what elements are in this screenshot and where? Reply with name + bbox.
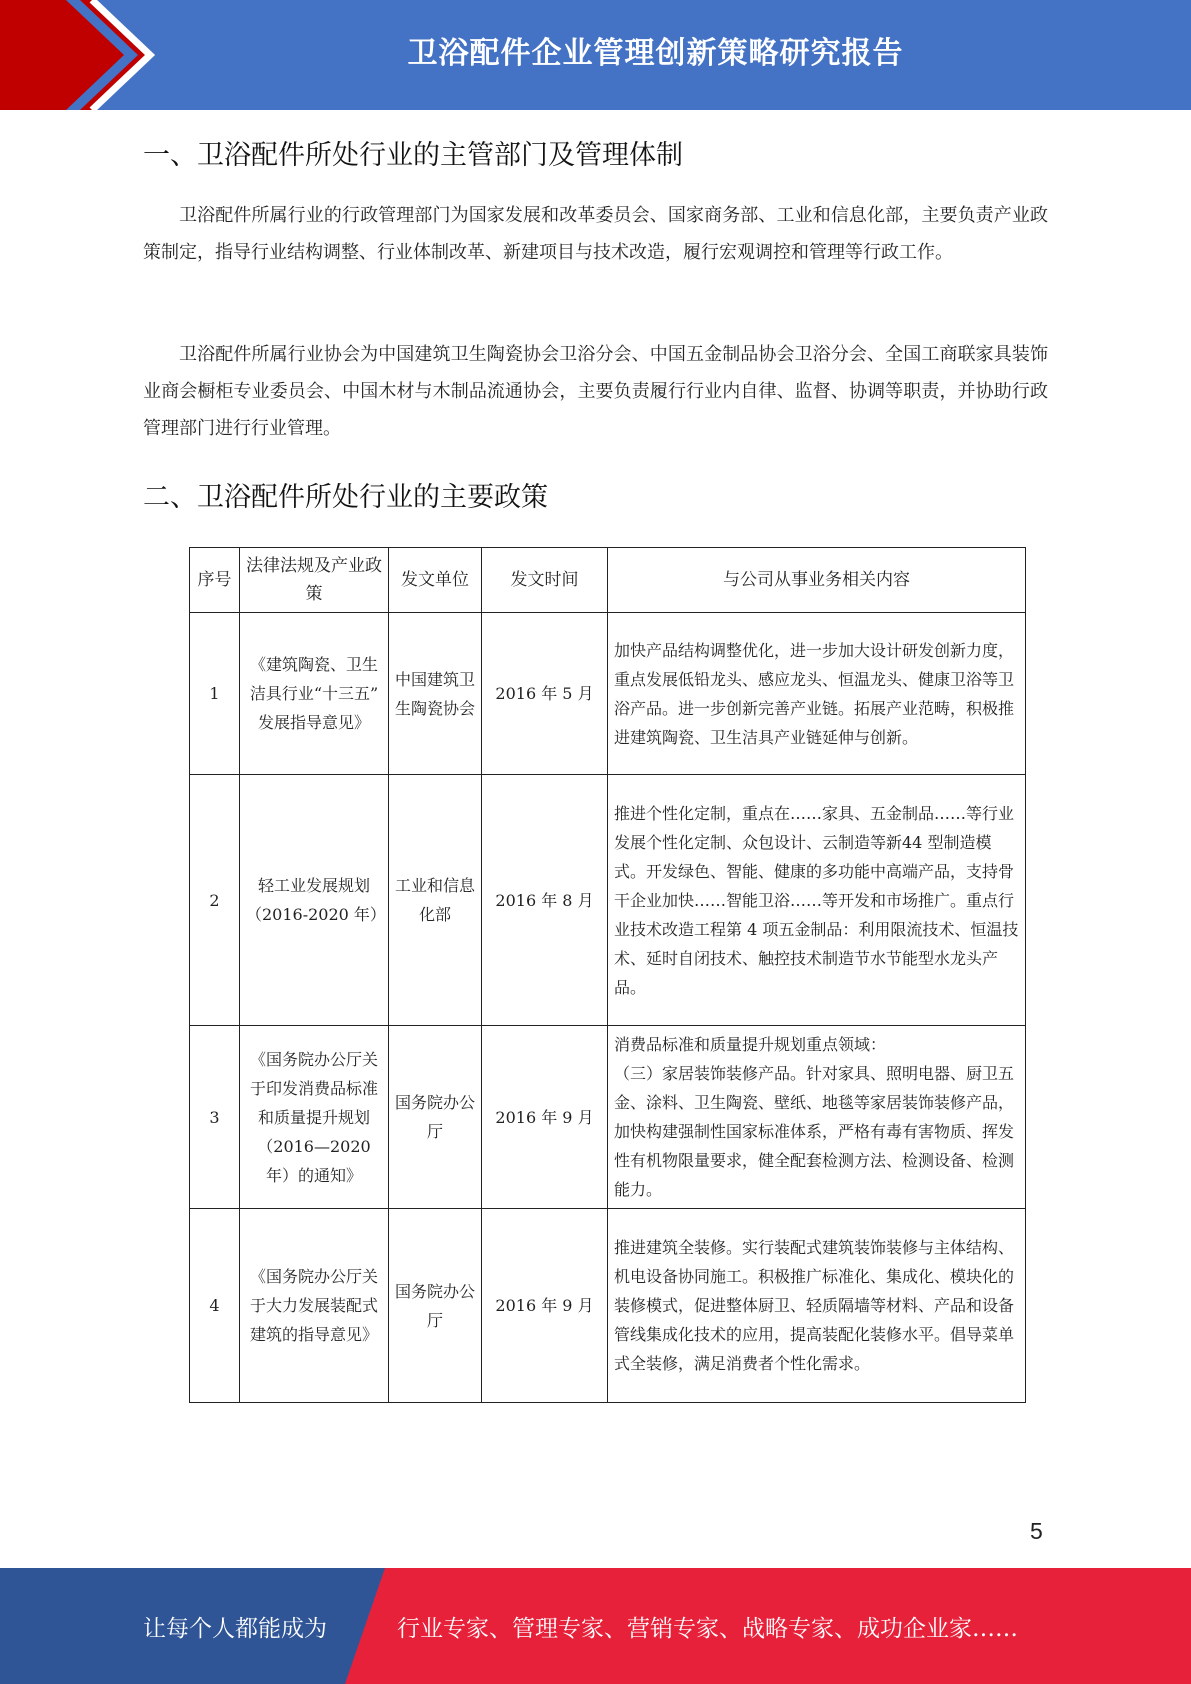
issuer: 国务院办公厅 xyxy=(389,1209,482,1403)
row-number: 1 xyxy=(190,613,240,775)
policy-name: 《国务院办公厅关于印发消费品标准和质量提升规划 （2016—2020 年）的通知》 xyxy=(240,1026,389,1209)
issue-date: 2016 年 5 月 xyxy=(482,613,608,775)
paragraph-2: 卫浴配件所属行业协会为中国建筑卫生陶瓷协会卫浴分会、中国五金制品协会卫浴分会、全国工商联家具装饰业商会橱柜专业委员会、中国木材与木制品流通协会，主要负责履行行业内自律、监督、协调等职责，并协助行政管理部门进行行业管理。 xyxy=(143,344,1048,439)
issue-date: 2016 年 9 月 xyxy=(482,1026,608,1209)
page-number: 5 xyxy=(1030,1518,1043,1544)
column-header-content: 与公司从事业务相关内容 xyxy=(608,548,1026,613)
column-header-policy: 法律法规及产业政策 xyxy=(240,548,389,613)
row-number: 4 xyxy=(190,1209,240,1403)
related-content xyxy=(608,1026,1026,1209)
footer-slogan-right: 行业专家、管理专家、营销专家、战略专家、成功企业家…… xyxy=(397,1616,1018,1642)
row-number: 3 xyxy=(190,1026,240,1209)
footer-slogan-left: 让每个人都能成为 xyxy=(143,1616,327,1642)
related-content-title: 消费品标准和质量提升规划重点领域： xyxy=(614,1035,887,1054)
page-header xyxy=(0,0,1191,110)
table-row xyxy=(190,775,1026,1026)
table-header-row xyxy=(190,548,1026,613)
issuer: 工业和信息化部 xyxy=(389,775,482,1026)
table-row xyxy=(190,1026,1026,1209)
policy-name: 轻工业发展规划（2016-2020 年） xyxy=(240,775,389,1026)
related-content: 加快产品结构调整优化，进一步加大设计研发创新力度，重点发展低铅龙头、感应龙头、恒温龙头、健康卫浴等卫浴产品。进一步创新完善产业链。拓展产业范畴，积极推进建筑陶瓷、卫生洁具产业链延伸与创新。 xyxy=(608,613,1026,775)
section-heading-1: 一、卫浴配件所处行业的主管部门及管理体制 xyxy=(143,140,683,171)
policy-name: 《国务院办公厅关于大力发展装配式建筑的指导意见》 xyxy=(240,1209,389,1403)
row-number: 2 xyxy=(190,775,240,1026)
section-heading-2: 二、卫浴配件所处行业的主要政策 xyxy=(143,482,548,513)
column-header-issuer: 发文单位 xyxy=(389,548,482,613)
issue-date: 2016 年 9 月 xyxy=(482,1209,608,1403)
policy-name: 《建筑陶瓷、卫生洁具行业“十三五” 发展指导意见》 xyxy=(240,613,389,775)
paragraph-1: 卫浴配件所属行业的行政管理部门为国家发展和改革委员会、国家商务部、工业和信息化部，主要负责产业政策制定，指导行业结构调整、行业体制改革、新建项目与技术改造，履行宏观调控和管理等行政工作。 xyxy=(143,205,1048,263)
column-header-date: 发文时间 xyxy=(482,548,608,613)
table-row xyxy=(190,613,1026,775)
issuer: 国务院办公厅 xyxy=(389,1026,482,1209)
related-content-body: （三）家居装饰装修产品。针对家具、照明电器、厨卫五金、涂料、卫生陶瓷、壁纸、地毯等家居装饰装修产品，加快构建强制性国家标准体系，严格有毒有害物质、挥发性有机物限量要求，健全配套检测方法、检测设备、检测能力。 xyxy=(614,1064,1015,1199)
table-row xyxy=(190,1209,1026,1403)
issuer: 中国建筑卫生陶瓷协会 xyxy=(389,613,482,775)
report-title: 卫浴配件企业管理创新策略研究报告 xyxy=(407,36,904,71)
related-content: 推进建筑全装修。实行装配式建筑装饰装修与主体结构、机电设备协同施工。积极推广标准化、集成化、模块化的装修模式，促进整体厨卫、轻质隔墙等材料、产品和设备管线集成化技术的应用，提高装配化装修水平。倡导菜单式全装修，满足消费者个性化需求。 xyxy=(608,1209,1026,1403)
page-footer xyxy=(0,1568,1191,1684)
issue-date: 2016 年 8 月 xyxy=(482,775,608,1026)
policy-table xyxy=(189,547,1026,1403)
related-content: 推进个性化定制，重点在……家具、五金制品……等行业发展个性化定制、众包设计、云制造等新44 型制造模式。开发绿色、智能、健康的多功能中高端产品，支持骨干企业加快……智能卫浴……等开发和市场推广。重点行业技术改造工程第 4 项五金制品：利用限流技术、恒温技术、延时自闭技术、触控技术制造节水节能型水龙头产品。 xyxy=(608,775,1026,1026)
column-header-no: 序号 xyxy=(190,548,240,613)
